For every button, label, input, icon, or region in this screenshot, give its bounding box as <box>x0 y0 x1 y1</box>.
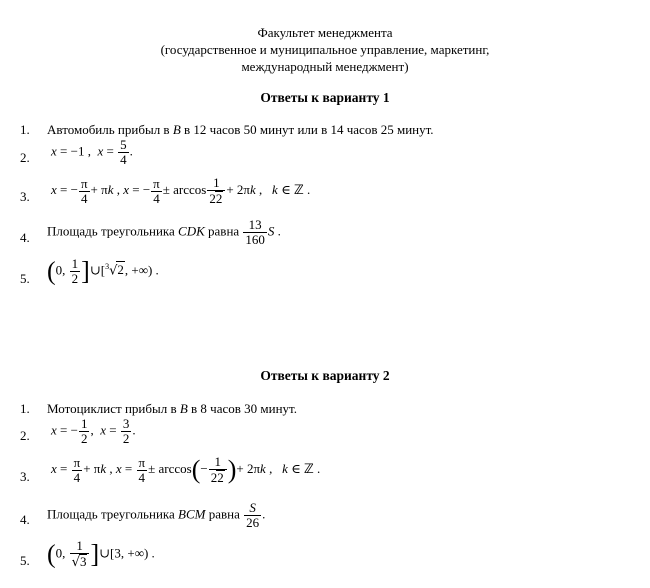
answer-formula: x = − $\frac{\pi}{4}$ + πk , x = − $\frac{\pi}{4}$ ± arccos $\frac{1}{22}$ + 2πk , k ∈ ℤ . <box>51 175 311 206</box>
header-line-3: международный менеджмент) <box>241 59 409 74</box>
variant-1-title: Ответы к варианту 1 <box>260 90 390 105</box>
answer-number: 3. <box>20 469 30 484</box>
answer-number: 4. <box>20 230 30 245</box>
answer-number: 3. <box>20 189 30 204</box>
answer-number: 1. <box>20 401 30 416</box>
answer-number: 5. <box>20 553 30 568</box>
answer-text: Площадь треугольника BCM равна $\frac{S}{26}$ . <box>47 500 266 530</box>
answer-formula: x = $\frac{\pi}{4}$ + πk , x = $\frac{\pi}{4}$ ± arccos(− $\frac{1}{22}$ )+ 2πk , k ∈ ℤ . <box>51 454 321 485</box>
header-line-2: (государственное и муниципальное управление, маркетинг, <box>160 42 490 57</box>
header-line-1: Факультет менеджмента <box>257 25 393 40</box>
faculty-header <box>0 24 650 75</box>
answer-formula: (0, $\frac{1}{2}$ ]∪[$^3$√2, +∞) . <box>47 256 159 286</box>
variant-2-title: Ответы к варианту 2 <box>260 368 390 383</box>
answer-number: 5. <box>20 271 30 286</box>
answer-number: 4. <box>20 512 30 527</box>
answer-number: 2. <box>20 428 30 443</box>
answer-text: Автомобиль прибыл в B в 12 часов 50 минут или в 14 часов 25 минут. <box>47 122 434 137</box>
answer-number: 2. <box>20 150 30 165</box>
answer-formula: (0, $\frac{1}{√3}$ ]∪[3, +∞) . <box>47 538 155 570</box>
answer-number: 1. <box>20 122 30 137</box>
answer-formula: x = − $\frac{1}{2}$ , x = $\frac{3}{2}$ . <box>51 416 136 446</box>
answer-text: Мотоциклист прибыл в B в 8 часов 30 минут. <box>47 401 297 416</box>
answer-text: Площадь треугольника CDK равна $\frac{13}{160}$ S . <box>47 217 281 247</box>
answer-formula: x = −1 , x = $\frac{5}{4}$ . <box>51 137 133 167</box>
